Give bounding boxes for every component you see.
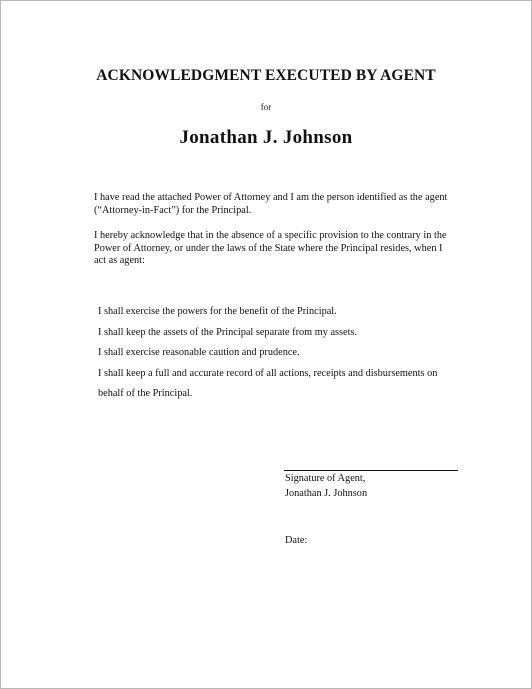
duty-item: I shall keep the assets of the Principal separate from my assets. [98,326,358,338]
duty-item: I shall keep a full and accurate record of all actions, receipts and disbursements on behalf of the Principal. [98,367,438,400]
agent-name-heading: Jonathan J. Johnson [179,127,353,148]
duty-item: I shall exercise reasonable caution and prudence. [98,347,300,359]
duty-item: I shall exercise the powers for the benefit of the Principal. [98,306,337,317]
intro-paragraph: I have read the attached Power of Attorney and I am the person identified as the agent (“Attorney-in-Fact”) for the Principal. [94,192,448,216]
acknowledgment-paragraph: I hereby acknowledge that in the absence of a specific provision to the contrary in the Power of Attorney, or under the laws of the State where the Principal resides, when I act as agent: [94,230,447,267]
signature-line[interactable] [284,470,458,471]
signature-name: Jonathan J. Johnson [285,488,368,499]
duties-list [98,302,438,405]
for-label: for [260,102,272,112]
document-title: ACKNOWLEDGMENT EXECUTED BY AGENT [96,67,436,84]
signature-label: Signature of Agent, [285,473,366,484]
date-label: Date: [285,535,308,546]
